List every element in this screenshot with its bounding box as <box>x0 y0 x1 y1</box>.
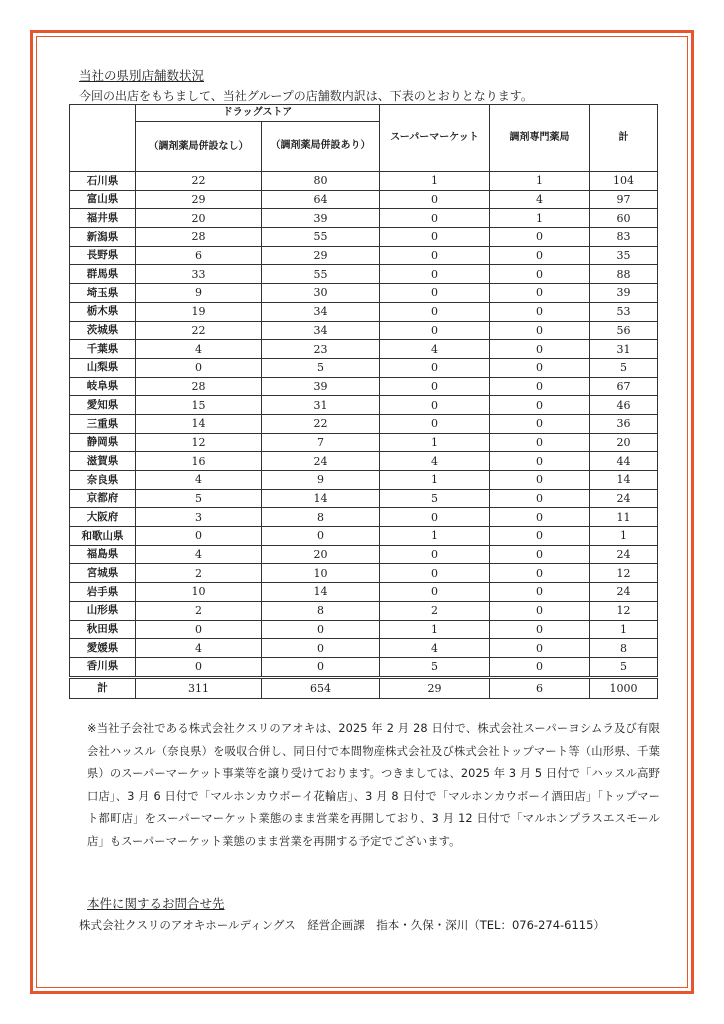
header-with-pharmacy: （調剤薬局併設あり） <box>262 122 380 172</box>
value-cell: 5 <box>380 489 490 508</box>
value-cell: 0 <box>490 564 590 583</box>
value-cell: 8 <box>262 508 380 527</box>
value-cell: 39 <box>590 284 658 303</box>
value-cell: 1 <box>380 471 490 490</box>
value-cell: 1 <box>380 620 490 639</box>
value-cell: 0 <box>380 284 490 303</box>
table-row <box>70 583 658 602</box>
prefecture-cell: 秋田県 <box>70 620 136 639</box>
prefecture-cell: 群馬県 <box>70 265 136 284</box>
value-cell: 9 <box>262 471 380 490</box>
table-row <box>70 508 658 527</box>
value-cell: 28 <box>136 377 262 396</box>
value-cell: 0 <box>380 321 490 340</box>
value-cell: 0 <box>136 527 262 546</box>
value-cell: 15 <box>136 396 262 415</box>
prefecture-cell: 岐阜県 <box>70 377 136 396</box>
value-cell: 80 <box>262 172 380 191</box>
table-row <box>70 545 658 564</box>
value-cell: 1 <box>590 620 658 639</box>
value-cell: 36 <box>590 414 658 433</box>
value-cell: 2 <box>380 601 490 620</box>
value-cell: 0 <box>380 583 490 602</box>
value-cell: 6 <box>490 677 590 698</box>
value-cell: 23 <box>262 340 380 359</box>
value-cell: 20 <box>136 209 262 228</box>
value-cell: 5 <box>136 489 262 508</box>
contact-title: 本件に関するお問合せ先 <box>87 896 225 911</box>
value-cell: 24 <box>262 452 380 471</box>
value-cell: 0 <box>490 433 590 452</box>
value-cell: 67 <box>590 377 658 396</box>
value-cell: 5 <box>380 657 490 677</box>
value-cell: 56 <box>590 321 658 340</box>
value-cell: 5 <box>590 657 658 677</box>
prefecture-cell: 奈良県 <box>70 471 136 490</box>
value-cell: 33 <box>136 265 262 284</box>
value-cell: 1 <box>380 527 490 546</box>
value-cell: 0 <box>490 601 590 620</box>
value-cell: 0 <box>136 657 262 677</box>
table-row <box>70 209 658 228</box>
value-cell: 1 <box>380 172 490 191</box>
value-cell: 4 <box>136 545 262 564</box>
table-row <box>70 471 658 490</box>
value-cell: 55 <box>262 228 380 247</box>
value-cell: 0 <box>490 471 590 490</box>
value-cell: 0 <box>490 583 590 602</box>
prefecture-cell: 千葉県 <box>70 340 136 359</box>
value-cell: 0 <box>380 228 490 247</box>
value-cell: 0 <box>490 508 590 527</box>
table-row <box>70 246 658 265</box>
value-cell: 0 <box>380 265 490 284</box>
section-title: 当社の県別店舗数状況 <box>79 68 205 83</box>
table-row <box>70 265 658 284</box>
table-row <box>70 489 658 508</box>
value-cell: 0 <box>490 321 590 340</box>
table-row <box>70 452 658 471</box>
value-cell: 14 <box>590 471 658 490</box>
value-cell: 0 <box>490 545 590 564</box>
table-row <box>70 340 658 359</box>
value-cell: 5 <box>262 358 380 377</box>
value-cell: 64 <box>262 190 380 209</box>
value-cell: 1 <box>590 527 658 546</box>
table-row <box>70 414 658 433</box>
value-cell: 1 <box>490 209 590 228</box>
value-cell: 39 <box>262 377 380 396</box>
value-cell: 4 <box>380 340 490 359</box>
value-cell: 22 <box>136 321 262 340</box>
value-cell: 0 <box>490 657 590 677</box>
table-row <box>70 377 658 396</box>
value-cell: 4 <box>136 639 262 658</box>
value-cell: 0 <box>380 545 490 564</box>
header-drugstore: ドラッグストア <box>136 105 380 122</box>
prefecture-cell: 愛媛県 <box>70 639 136 658</box>
table-row <box>70 190 658 209</box>
prefecture-cell: 和歌山県 <box>70 527 136 546</box>
contact-info: 株式会社クスリのアオキホールディングス 経営企画課 指本・久保・深川（TEL：076-274-6115） <box>79 918 605 932</box>
value-cell: 0 <box>380 246 490 265</box>
value-cell: 0 <box>380 358 490 377</box>
value-cell: 24 <box>590 545 658 564</box>
value-cell: 4 <box>380 639 490 658</box>
value-cell: 60 <box>590 209 658 228</box>
value-cell: 311 <box>136 677 262 698</box>
value-cell: 24 <box>590 583 658 602</box>
value-cell: 8 <box>590 639 658 658</box>
value-cell: 12 <box>590 601 658 620</box>
value-cell: 0 <box>490 302 590 321</box>
value-cell: 97 <box>590 190 658 209</box>
value-cell: 12 <box>590 564 658 583</box>
prefecture-cell: 山梨県 <box>70 358 136 377</box>
value-cell: 7 <box>262 433 380 452</box>
value-cell: 6 <box>136 246 262 265</box>
prefecture-cell: 三重県 <box>70 414 136 433</box>
value-cell: 3 <box>136 508 262 527</box>
value-cell: 2 <box>136 601 262 620</box>
value-cell: 0 <box>490 489 590 508</box>
value-cell: 14 <box>262 489 380 508</box>
value-cell: 0 <box>490 639 590 658</box>
value-cell: 4 <box>490 190 590 209</box>
table-row <box>70 284 658 303</box>
prefecture-cell: 福島県 <box>70 545 136 564</box>
value-cell: 1000 <box>590 677 658 698</box>
value-cell: 0 <box>490 265 590 284</box>
value-cell: 22 <box>262 414 380 433</box>
value-cell: 2 <box>136 564 262 583</box>
value-cell: 0 <box>490 396 590 415</box>
header-supermarket: スーパーマーケット <box>380 105 490 172</box>
value-cell: 5 <box>590 358 658 377</box>
value-cell: 30 <box>262 284 380 303</box>
prefecture-cell: 静岡県 <box>70 433 136 452</box>
value-cell: 55 <box>262 265 380 284</box>
value-cell: 29 <box>380 677 490 698</box>
value-cell: 0 <box>490 527 590 546</box>
value-cell: 22 <box>136 172 262 191</box>
prefecture-cell: 埼玉県 <box>70 284 136 303</box>
table-row <box>70 172 658 191</box>
merger-note: ※当社子会社である株式会社クスリのアオキは、2025 年 2 月 28 日付で、株式会社スーパーヨシムラ及び有限会社ハッスル（奈良県）を吸収合併し、同日付で本間物産株式会社及び株式会社トップマート等（山形県、千葉県）のスーパーマーケット事業等を譲り受けております。つきましては、2025 年 3 月 5 日付で「ハッスル高野口店」、3 月 6 日付で「マルホンカウボーイ花輪店」、3 月 8 日付で「マルホンカウボーイ酒田店」「トップマート都町店」をスーパーマーケット業態のまま営業を再開しており、3 月 12 日付で「マルホンプラスエスモール店」もスーパーマーケット業態のまま営業を再開する予定でございます。 <box>87 722 660 848</box>
value-cell: 0 <box>380 508 490 527</box>
value-cell: 88 <box>590 265 658 284</box>
value-cell: 9 <box>136 284 262 303</box>
table-row <box>70 358 658 377</box>
table-row <box>70 527 658 546</box>
prefecture-cell: 栃木県 <box>70 302 136 321</box>
value-cell: 1 <box>380 433 490 452</box>
header-without-pharmacy: （調剤薬局併設なし） <box>136 122 262 172</box>
value-cell: 10 <box>262 564 380 583</box>
prefecture-cell: 大阪府 <box>70 508 136 527</box>
value-cell: 0 <box>380 302 490 321</box>
value-cell: 654 <box>262 677 380 698</box>
table-body <box>70 172 658 699</box>
prefecture-cell: 香川県 <box>70 657 136 677</box>
value-cell: 46 <box>590 396 658 415</box>
intro-text: 今回の出店をもちまして、当社グループの店舗数内訳は、下表のとおりとなります。 <box>79 89 533 103</box>
value-cell: 31 <box>262 396 380 415</box>
table-row <box>70 639 658 658</box>
value-cell: 24 <box>590 489 658 508</box>
value-cell: 0 <box>136 358 262 377</box>
value-cell: 0 <box>490 284 590 303</box>
value-cell: 11 <box>590 508 658 527</box>
value-cell: 0 <box>136 620 262 639</box>
table-row <box>70 321 658 340</box>
value-cell: 14 <box>262 583 380 602</box>
table-row <box>70 433 658 452</box>
value-cell: 0 <box>262 527 380 546</box>
value-cell: 20 <box>262 545 380 564</box>
prefecture-cell: 新潟県 <box>70 228 136 247</box>
value-cell: 39 <box>262 209 380 228</box>
header-dispensing-pharmacy: 調剤専門薬局 <box>490 105 590 172</box>
value-cell: 104 <box>590 172 658 191</box>
table-row <box>70 396 658 415</box>
value-cell: 19 <box>136 302 262 321</box>
store-count-table <box>69 104 658 699</box>
value-cell: 0 <box>380 396 490 415</box>
value-cell: 0 <box>490 620 590 639</box>
value-cell: 0 <box>380 564 490 583</box>
prefecture-cell: 滋賀県 <box>70 452 136 471</box>
value-cell: 34 <box>262 321 380 340</box>
table-row <box>70 601 658 620</box>
header-total: 計 <box>590 105 658 172</box>
prefecture-cell: 富山県 <box>70 190 136 209</box>
value-cell: 0 <box>490 358 590 377</box>
value-cell: 0 <box>490 452 590 471</box>
value-cell: 4 <box>380 452 490 471</box>
value-cell: 53 <box>590 302 658 321</box>
value-cell: 0 <box>380 414 490 433</box>
total-label-cell: 計 <box>70 677 136 698</box>
value-cell: 0 <box>490 228 590 247</box>
value-cell: 0 <box>490 340 590 359</box>
value-cell: 14 <box>136 414 262 433</box>
prefecture-cell: 岩手県 <box>70 583 136 602</box>
value-cell: 1 <box>490 172 590 191</box>
table-total-row <box>70 677 658 698</box>
table-row <box>70 564 658 583</box>
value-cell: 0 <box>490 246 590 265</box>
prefecture-cell: 石川県 <box>70 172 136 191</box>
table-row <box>70 228 658 247</box>
value-cell: 0 <box>490 414 590 433</box>
value-cell: 10 <box>136 583 262 602</box>
value-cell: 34 <box>262 302 380 321</box>
value-cell: 29 <box>136 190 262 209</box>
prefecture-cell: 福井県 <box>70 209 136 228</box>
value-cell: 16 <box>136 452 262 471</box>
table-row <box>70 657 658 677</box>
table-row <box>70 620 658 639</box>
prefecture-cell: 長野県 <box>70 246 136 265</box>
value-cell: 44 <box>590 452 658 471</box>
value-cell: 4 <box>136 340 262 359</box>
value-cell: 35 <box>590 246 658 265</box>
value-cell: 0 <box>262 657 380 677</box>
value-cell: 31 <box>590 340 658 359</box>
value-cell: 0 <box>380 377 490 396</box>
value-cell: 83 <box>590 228 658 247</box>
value-cell: 0 <box>262 620 380 639</box>
value-cell: 0 <box>380 190 490 209</box>
value-cell: 29 <box>262 246 380 265</box>
value-cell: 4 <box>136 471 262 490</box>
value-cell: 28 <box>136 228 262 247</box>
value-cell: 20 <box>590 433 658 452</box>
prefecture-cell: 愛知県 <box>70 396 136 415</box>
prefecture-cell: 京都府 <box>70 489 136 508</box>
value-cell: 8 <box>262 601 380 620</box>
value-cell: 12 <box>136 433 262 452</box>
table-row <box>70 302 658 321</box>
prefecture-cell: 宮城県 <box>70 564 136 583</box>
header-blank-cell <box>70 105 136 172</box>
value-cell: 0 <box>380 209 490 228</box>
value-cell: 0 <box>490 377 590 396</box>
value-cell: 0 <box>262 639 380 658</box>
prefecture-cell: 茨城県 <box>70 321 136 340</box>
prefecture-cell: 山形県 <box>70 601 136 620</box>
